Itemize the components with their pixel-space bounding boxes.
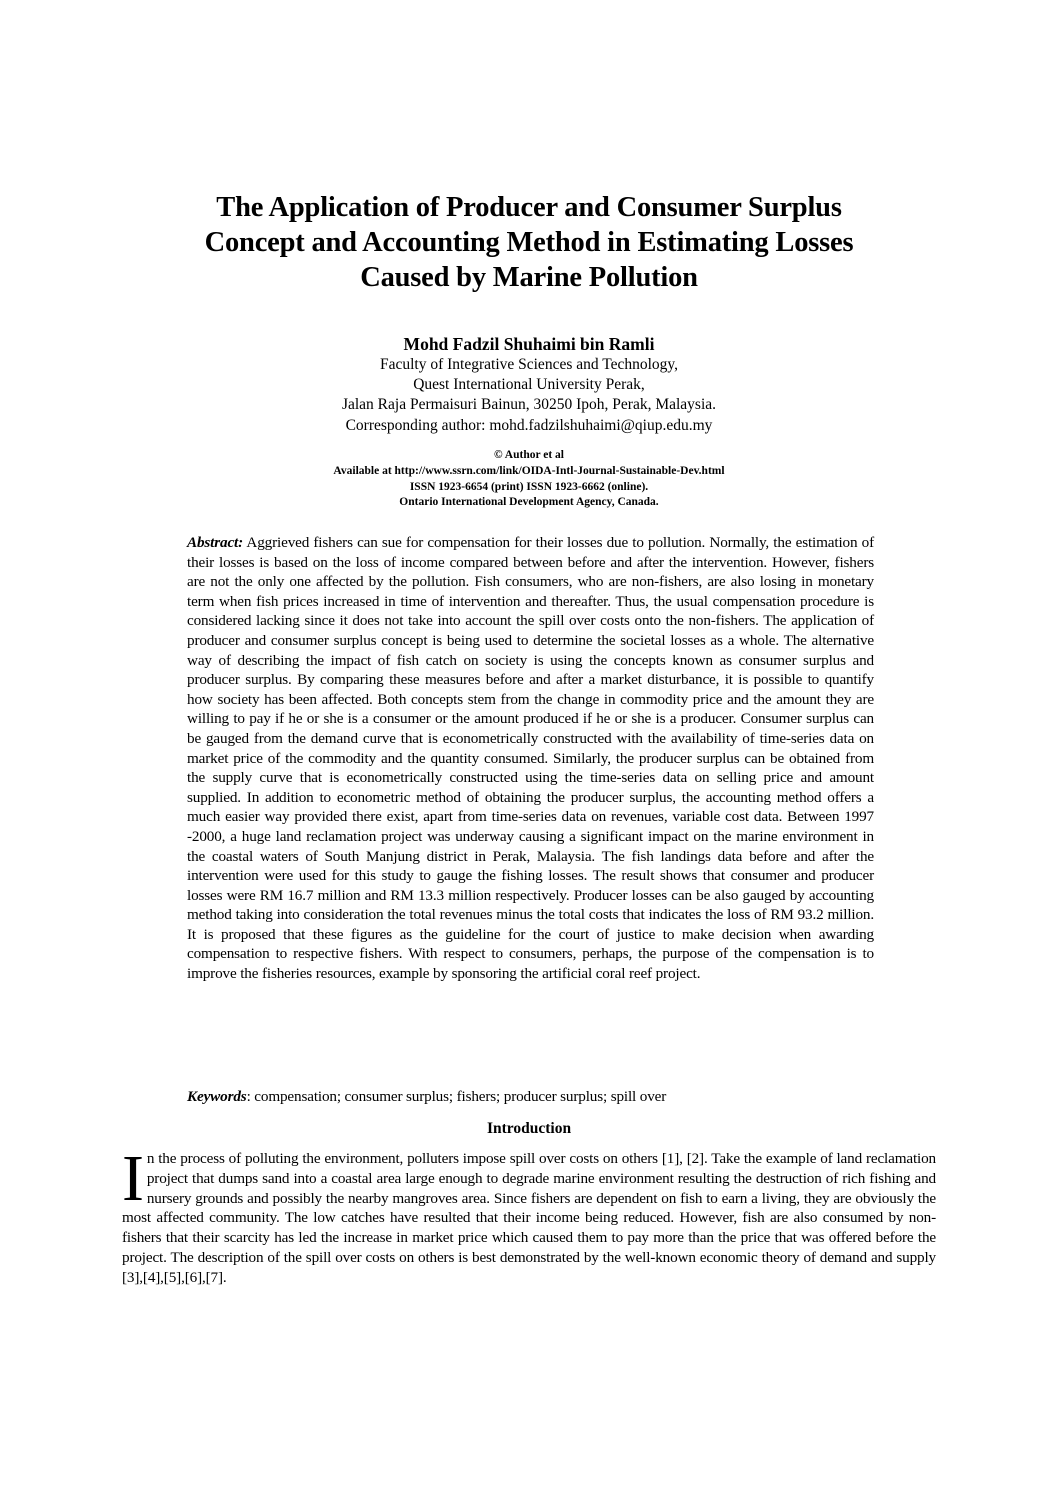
introduction-text: n the process of polluting the environment, polluters impose spill over costs on others [1], [2]. Take the example of land reclamation project that dumps sand into a coastal area large enough to degrade marine environment resulting the destruction of rich fishing and nursery grounds and possibly the nearby mangroves area. Since fishers are dependent on fish to earn a living, they are obviously the most affected community. The low catches have resulted that their income being reduced. However, fish are also consumed by non-fishers that their scarcity has led the increase in market price which caused them to pay more than the price that was offered before the project. The description of the spill over costs on others is best demonstrated by the well-known economic theory of demand and supply [3],[4],[5],[6],[7].	[122, 1150, 936, 1286]
keywords	[187, 1087, 874, 1107]
title-line: The Application of Producer and Consumer Surplus	[216, 192, 842, 223]
author-block	[200, 333, 858, 436]
abstract	[187, 533, 874, 984]
author-name: Mohd Fadzil Shuhaimi bin Ramli	[403, 334, 655, 354]
section-heading-introduction: Introduction	[486, 1120, 572, 1137]
copyright-notice: © Author et al	[493, 449, 565, 461]
corresponding-author-email: Corresponding author: mohd.fadzilshuhaimi@qiup.edu.my	[345, 416, 713, 434]
drop-cap: I	[122, 1142, 144, 1215]
affiliation-faculty: Faculty of Integrative Sciences and Technology,	[379, 356, 679, 373]
keywords-label: Keywords	[187, 1088, 247, 1105]
title-line: Caused by Marine Pollution	[360, 262, 698, 293]
issn-line: ISSN 1923-6654 (print) ISSN 1923-6662 (online).	[409, 480, 649, 493]
affiliation-address: Jalan Raja Permaisuri Bainun, 30250 Ipoh, Perak, Malaysia.	[341, 396, 717, 414]
paper-title	[120, 190, 938, 295]
title-line: Concept and Accounting Method in Estimating Losses	[204, 227, 854, 258]
publication-info	[200, 448, 858, 511]
publisher-line: Ontario International Development Agency, Canada.	[399, 496, 659, 509]
availability-link: Available at http://www.ssrn.com/link/OIDA-Intl-Journal-Sustainable-Dev.html	[333, 464, 725, 477]
keywords-separator: :	[246, 1088, 251, 1105]
keywords-text: compensation; consumer surplus; fishers; producer surplus; spill over	[250, 1088, 667, 1105]
abstract-label: Abstract:	[187, 534, 244, 551]
affiliation-university: Quest International University Perak,	[413, 376, 645, 394]
introduction-paragraph	[122, 1142, 936, 1288]
abstract-text: Aggrieved fishers can sue for compensation for their losses due to pollution. Normally, the estimation of their losses is based on the loss of income compared between before and after the intervention. However, fishers are not the only one affected by the pollution. Fish consumers, who are non-fishers, are also losing in monetary term when fish prices increased in time of intervention and thereafter. Thus, the usual compensation procedure is considered lacking since it does not take into account the spill over costs onto the non-fishers. The application of producer and consumer surplus concept is being used to determine the societal losses as a whole. The alternative way of describing the impact of fish catch on society is using the concepts known as consumer surplus and producer surplus. By comparing these measures before and after a market disturbance, it is possible to quantify how society has been affected. Both concepts stem from the change in commodity price and the amount they are willing to pay if he or she is a consumer or the amount produced if he or she is a producer. Consumer surplus can be gauged from the demand curve that is econometrically constructed with the availability of time-series data on market price of the commodity and the quantity consumed. Similarly, the producer surplus can be obtained from the supply curve that is econometrically constructed using the time-series data on selling price and amount supplied. In addition to econometric method of obtaining the producer surplus, the accounting method offers a much easier way provided there exist, apart from time-series data on revenues, variable cost data. Between 1997 -2000, a huge land reclamation project was underway causing a significant impact on the marine environment in the coastal waters of South Manjung district in Perak, Malaysia. The fish landings data before and after the intervention were used for this study to gauge the fishing losses. The result shows that consumer and producer losses were RM 16.7 million and RM 13.3 million respectively. Producer losses can be also gauged by accounting method taking into consideration the total revenues minus the total costs that indicates the loss of RM 93.2 million. It is proposed that these figures as the guideline for the court of justice to make decision when awarding compensation to respective fishers. With respect to consumers, perhaps, the purpose of the compensation is to improve the fisheries resources, example by sponsoring the artificial coral reef project.	[187, 534, 874, 983]
